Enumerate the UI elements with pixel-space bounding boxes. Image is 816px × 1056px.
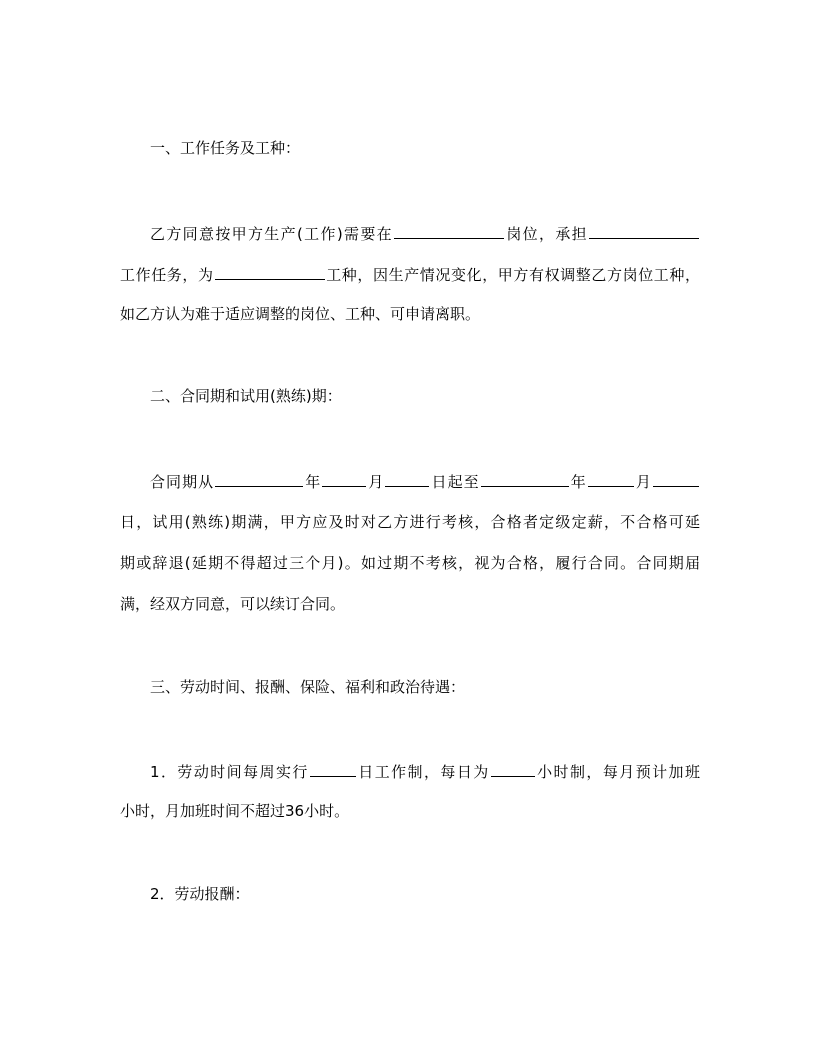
text-segment: 小时制，每月预计加班	[535, 763, 700, 781]
section-1-paragraph-line-2	[120, 263, 700, 283]
section-2-paragraph-line-4: 满，经双方同意，可以续订合同。	[120, 595, 346, 613]
workdays-blank	[310, 760, 356, 777]
section-2-paragraph-line-2: 日，试用(熟练)期满，甲方应及时对乙方进行考核，合格者定级定薪，不合格可延	[120, 513, 700, 531]
text-segment: 日工作制，每日为	[356, 763, 490, 781]
text-segment: 乙方同意按甲方生产(工作)需要在	[150, 225, 393, 243]
start-month-blank	[322, 470, 366, 487]
text-segment: 岗位，承担	[505, 225, 588, 243]
section-2-heading: 二、合同期和试用(熟练)期：	[150, 387, 342, 405]
section-1-paragraph-line-1	[150, 222, 700, 242]
start-year-blank	[215, 470, 303, 487]
section-3-heading: 三、劳动时间、报酬、保险、福利和政治待遇：	[150, 678, 466, 696]
section-3-item-2: 2．劳动报酬：	[150, 885, 250, 903]
text-segment: 每周实行	[243, 763, 309, 781]
section-3-item-1-line-2: 小时，月加班时间不超过36小时。	[120, 802, 350, 820]
section-1-paragraph-line-3: 如乙方认为难于适应调整的岗位、工种、可申请离职。	[120, 305, 481, 323]
text-segment: 工种，因生产情况变化，甲方有权调整乙方岗位工种，	[325, 266, 700, 284]
text-segment: 1．劳动时间	[150, 763, 244, 781]
end-day-blank	[653, 470, 699, 487]
text-segment: 年	[304, 473, 322, 491]
section-3-item-1-line-1	[150, 760, 700, 780]
text-segment: 月	[367, 473, 385, 491]
position-blank	[394, 222, 504, 239]
text-segment: 日起至	[430, 473, 480, 491]
text-segment: 工作任务，为	[120, 266, 214, 284]
start-day-blank	[385, 470, 429, 487]
task-blank	[589, 222, 699, 239]
work-type-blank	[215, 263, 325, 280]
text-segment: 合同期从	[150, 473, 215, 491]
end-month-blank	[588, 470, 634, 487]
section-2-paragraph-line-3: 期或辞退(延期不得超过三个月)。如过期不考核，视为合格，履行合同。合同期届	[120, 554, 700, 572]
section-1-heading: 一、工作任务及工种：	[150, 139, 301, 157]
text-segment: 月	[634, 473, 652, 491]
section-2-paragraph-line-1	[150, 470, 700, 490]
end-year-blank	[481, 470, 569, 487]
hours-blank	[491, 760, 535, 777]
text-segment: 年	[569, 473, 587, 491]
